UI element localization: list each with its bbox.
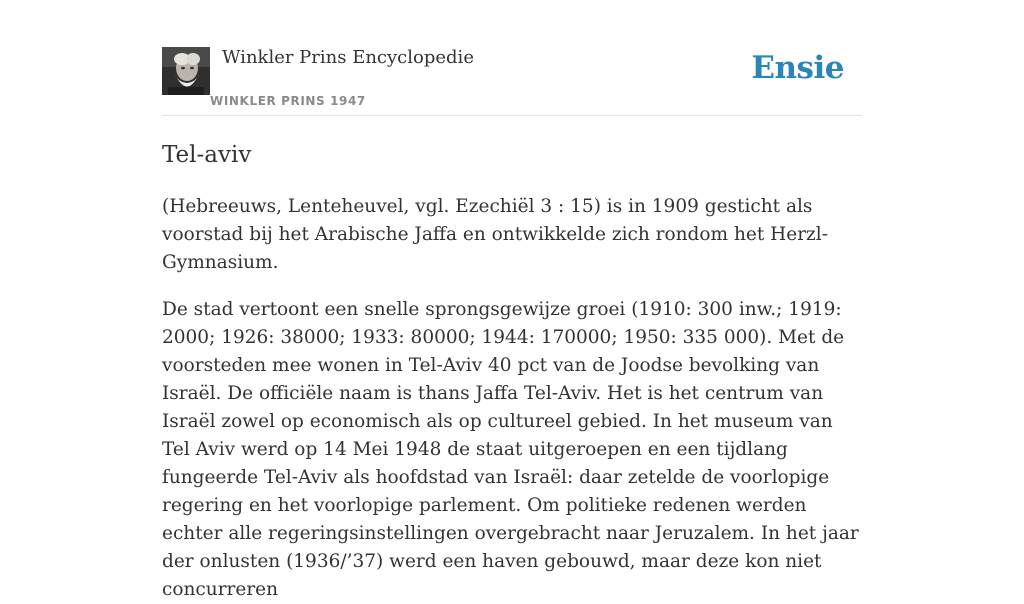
source-avatar[interactable]: [162, 47, 210, 95]
article-paragraph: (Hebreeuws, Lenteheuvel, vgl. Ezechiël 3 : 15) is in 1909 gesticht als voorstad bij het Arabische Jaffa en ontwikkelde zich rondom het Herzl-Gymnasium.: [162, 196, 828, 273]
article-title: Tel-aviv: [162, 142, 252, 168]
article-body: [162, 140, 862, 604]
portrait-photo-icon: [162, 47, 210, 95]
article-header: [162, 46, 862, 116]
article-paragraph: De stad vertoont een snelle sprongsgewijze groei (1910: 300 inw.; 1919: 2000; 1926: 38000; 1933: 80000; 1944: 170000; 1950: 335 000). Met de voorsteden mee wonen in Tel-Aviv 40 pct van de Joodse bevolking van Israël. De officiële naam is thans Jaffa Tel-Aviv. Het is het centrum van Israël zowel op economisch als op cultureel gebied. In het museum van Tel Aviv werd op 14 Mei 1948 de staat uitgeroepen en een tijdlang fungeerde Tel-Aviv als hoofdstad van Israël: daar zetelde de voorlopige regering en het voorlopige parlement. Om politieke redenen werden echter alle regeringsinstellingen overgebracht naar Jeruzalem. In het jaar der onlusten (1936/’37) werd een haven gebouwd, maar deze kon niet concurreren: [162, 299, 859, 600]
source-edition: WINKLER PRINS 1947: [210, 94, 366, 108]
source-name[interactable]: Winkler Prins Encyclopedie: [222, 47, 474, 68]
ensie-logo[interactable]: Ensie: [751, 50, 844, 86]
